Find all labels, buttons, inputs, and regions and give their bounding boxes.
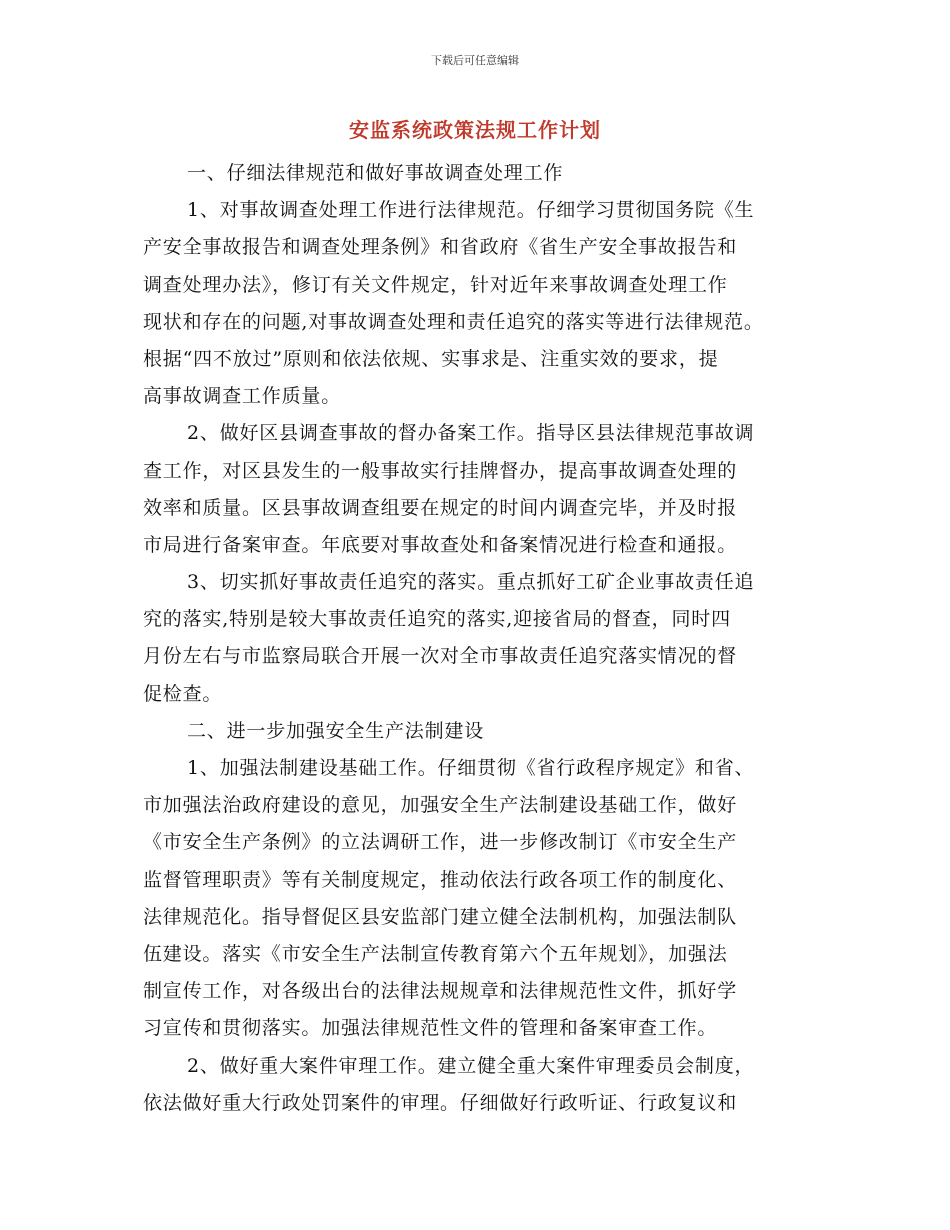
text-line: 市局进行备案审查。年底要对事故查处和备案情况进行检查和通报。 (143, 533, 738, 556)
text-line: 究的落实,特别是较大事故责任追究的落实,迎接省局的督查，同时四 (143, 608, 731, 631)
text-line: 高事故调查工作质量。 (143, 385, 342, 408)
text-line: 二、进一步加强安全生产法制建设 (187, 719, 485, 742)
text-line: 促检查。 (143, 682, 223, 705)
text-line: 2、做好重大案件审理工作。建立健全重大案件审理委员会制度， (187, 1054, 755, 1077)
text-line: 监督管理职责》等有关制度规定，推动依法行政各项工作的制度化、 (143, 868, 738, 891)
text-line: 根据“四不放过”原则和依法依规、实事求是、注重实效的要求，提 (143, 347, 719, 370)
text-line: 习宣传和贯彻落实。加强法律规范性文件的管理和备案审查工作。 (143, 1017, 718, 1040)
text-line: 效率和质量。区县事故调查组要在规定的时间内调查完毕，并及时报 (143, 496, 738, 519)
text-line: 伍建设。落实《市安全生产法制宣传教育第六个五年规划》，加强法 (143, 942, 728, 965)
text-line: 调查处理办法》，修订有关文件规定，针对近年来事故调查处理工作 (143, 273, 728, 296)
text-line: 产安全事故报告和调查处理条例》和省政府《省生产安全事故报告和 (143, 236, 738, 259)
document-title: 安监系统政策法规工作计划 (349, 118, 601, 142)
text-line: 现状和存在的问题,对事故调查处理和责任追究的落实等进行法律规范。 (143, 310, 764, 333)
text-line: 制宣传工作，对各级出台的法律法规规章和法律规范性文件，抓好学 (143, 980, 738, 1003)
text-line: 一、仔细法律规范和做好事故调查处理工作 (187, 162, 564, 184)
text-line: 3、切实抓好事故责任追究的落实。重点抓好工矿企业事故责任追 (187, 571, 755, 594)
text-line: 查工作，对区县发生的一般事故实行挂牌督办，提高事故调查处理的 (143, 459, 738, 482)
text-line: 市加强法治政府建设的意见，加强安全生产法制建设基础工作，做好 (143, 794, 738, 817)
text-line: 《市安全生产条例》的立法调研工作，进一步修改制订《市安全生产 (143, 831, 738, 854)
text-line: 依法做好重大行政处罚案件的审理。仔细做好行政听证、行政复议和 (143, 1091, 738, 1114)
text-line: 月份左右与市监察局联合开展一次对全市事故责任追究落实情况的督 (143, 645, 738, 668)
text-line: 2、做好区县调查事故的督办备案工作。指导区县法律规范事故调 (187, 422, 755, 445)
text-line: 1、加强法制建设基础工作。仔细贯彻《省行政程序规定》和省、 (187, 757, 755, 779)
document-body (143, 155, 803, 1122)
text-line: 法律规范化。指导督促区县安监部门建立健全法制机构，加强法制队 (143, 905, 738, 928)
text-line: 1、对事故调查处理工作进行法律规范。仔细学习贯彻国务院《生 (187, 199, 755, 222)
page-header: 下载后可任意编辑 (431, 54, 519, 67)
